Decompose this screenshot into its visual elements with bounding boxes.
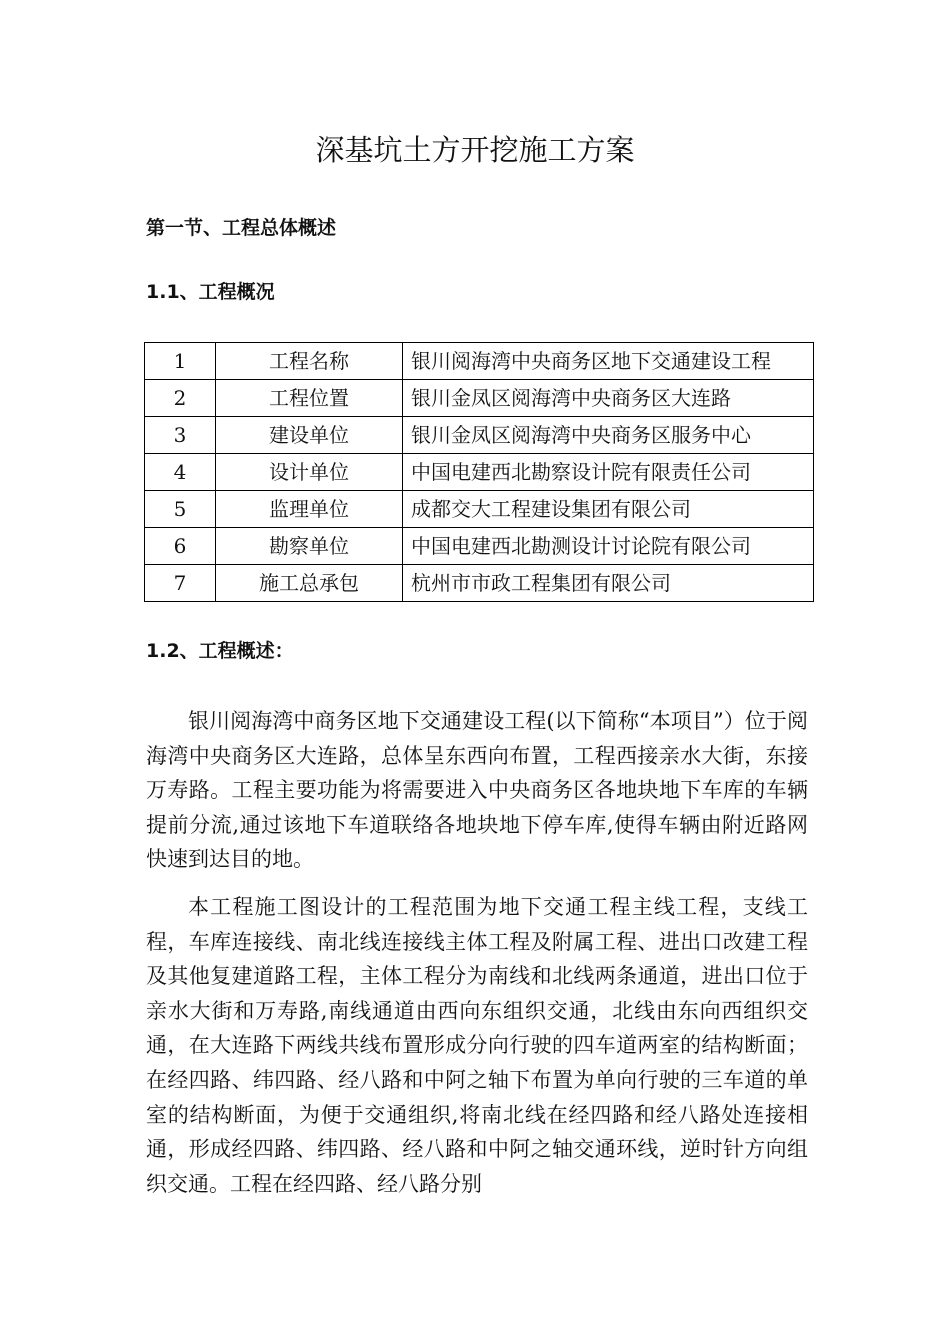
row-item: 工程位置 — [216, 380, 403, 417]
row-number: 2 — [145, 380, 216, 417]
row-value: 中国电建西北勘测设计讨论院有限公司 — [403, 528, 814, 565]
row-item: 监理单位 — [216, 491, 403, 528]
row-value: 成都交大工程建设集团有限公司 — [403, 491, 814, 528]
row-number: 1 — [145, 343, 216, 380]
table-row — [145, 491, 814, 528]
row-number: 5 — [145, 491, 216, 528]
row-number: 6 — [145, 528, 216, 565]
body-paragraph: 银川阅海湾中商务区地下交通建设工程(以下简称“本项目”）位于阅海湾中央商务区大连路，总体呈东西向布置，工程西接亲水大街，东接万寿路。工程主要功能为将需要进入中央商务区各地块地下车库的车辆提前分流,通过该地下车道联络各地块地下停车库,使得车辆由附近路网快速到达目的地。 — [146, 709, 808, 872]
section-heading: 第一节、工程总体概述 — [146, 217, 337, 239]
row-item: 施工总承包 — [216, 565, 403, 602]
table-row — [145, 565, 814, 602]
row-number: 7 — [145, 565, 216, 602]
row-number: 4 — [145, 454, 216, 491]
row-item: 勘察单位 — [216, 528, 403, 565]
row-value: 银川阅海湾中央商务区地下交通建设工程 — [403, 343, 814, 380]
project-overview-table — [144, 342, 814, 602]
row-value: 银川金凤区阅海湾中央商务区大连路 — [403, 380, 814, 417]
row-value: 中国电建西北勘察设计院有限责任公司 — [403, 454, 814, 491]
subsection-heading-overview: 1.1、工程概况 — [146, 281, 275, 303]
table-row — [145, 417, 814, 454]
row-number: 3 — [145, 417, 216, 454]
row-item: 工程名称 — [216, 343, 403, 380]
table-row — [145, 343, 814, 380]
body-paragraph: 本工程施工图设计的工程范围为地下交通工程主线工程，支线工程，车库连接线、南北线连接线主体工程及附属工程、进出口改建工程及其他复建道路工程，主体工程分为南线和北线两条通道，进出口位于亲水大街和万寿路,南线通道由西向东组织交通，北线由东向西组织交通，在大连路下两线共线布置形成分向行驶的四车道两室的结构断面；在经四路、纬四路、经八路和中阿之轴下布置为单向行驶的三车道的单室的结构断面，为便于交通组织,将南北线在经四路和经八路处连接相通，形成经四路、纬四路、经八路和中阿之轴交通环线，逆时针方向组织交通。工程在经四路、经八路分别 — [146, 895, 808, 1196]
subsection-heading-description: 1.2、工程概述： — [146, 640, 294, 662]
row-value: 银川金凤区阅海湾中央商务区服务中心 — [403, 417, 814, 454]
row-value: 杭州市市政工程集团有限公司 — [403, 565, 814, 602]
row-item: 建设单位 — [216, 417, 403, 454]
table-row — [145, 528, 814, 565]
row-item: 设计单位 — [216, 454, 403, 491]
document-title: 深基坑土方开挖施工方案 — [315, 133, 635, 167]
table-row — [145, 380, 814, 417]
table-row — [145, 454, 814, 491]
